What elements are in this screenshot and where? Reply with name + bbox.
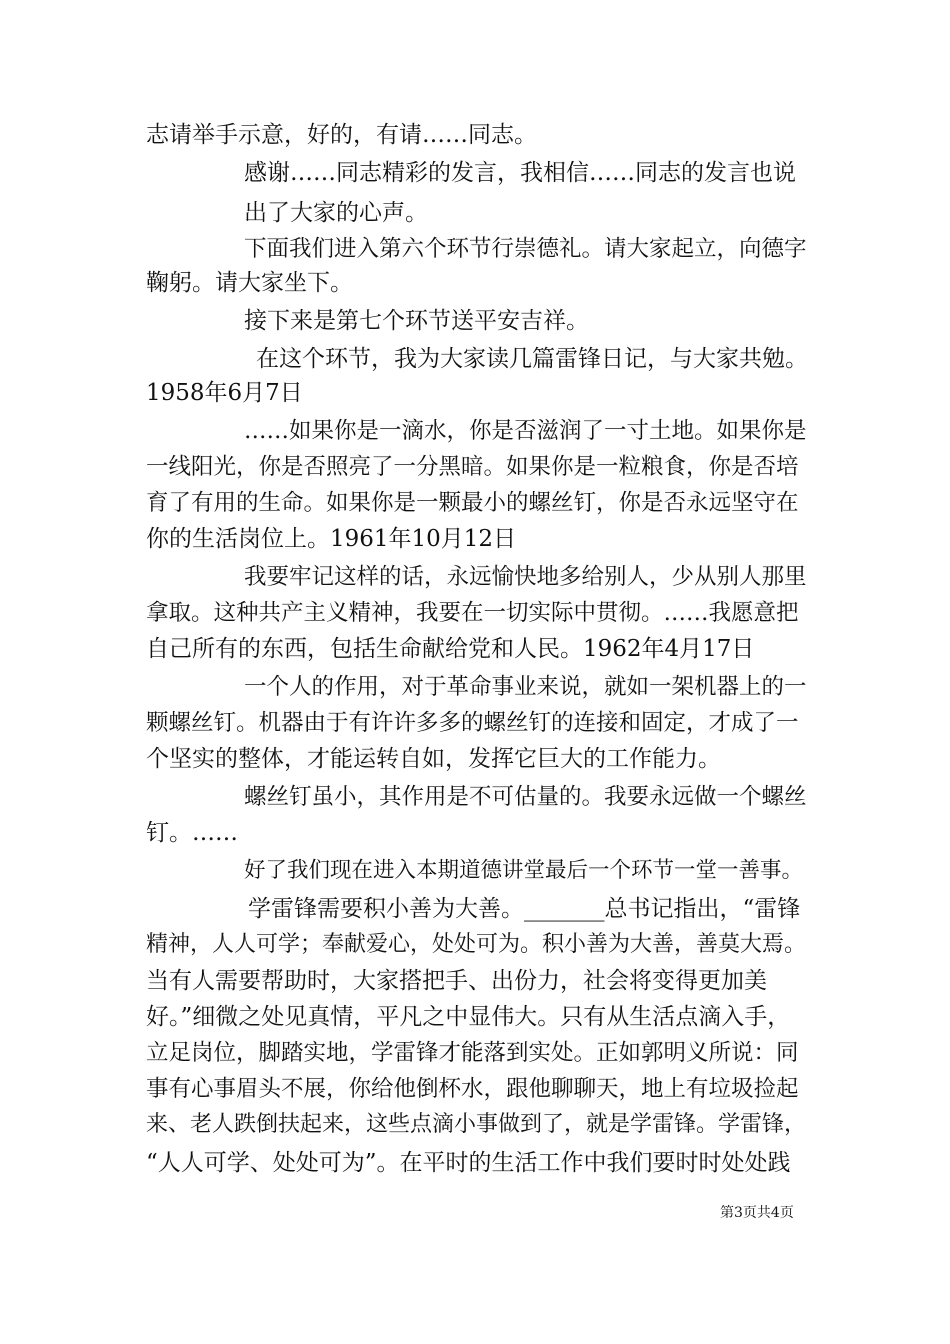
text-line: 好了我们现在进入本期道德讲堂最后一个环节一堂一善事。 xyxy=(244,858,804,883)
text-line: 好。”细微之处见真情，平凡之中显伟大。只有从生活点滴入手， xyxy=(146,1004,791,1030)
text-line: 一线阳光，你是否照亮了一分黑暗。如果你是一粒粮食，你是否培 xyxy=(146,454,799,480)
text-line: 个坚实的整体，才能运转自如，发挥它巨大的工作能力。 xyxy=(146,746,721,772)
text-line: 学雷锋需要积小善为大善。_______总书记指出，“雷锋 xyxy=(248,896,801,922)
text-line: 立足岗位，脚踏实地，学雷锋才能落到实处。正如郭明义所说：同 xyxy=(146,1040,799,1066)
text-line: 育了有用的生命。如果你是一颗最小的螺丝钉，你是否永远坚守在 xyxy=(146,490,799,516)
text-line: 当有人需要帮助时，大家搭把手、出份力，社会将变得更加美 xyxy=(146,968,767,994)
text-line: “人人可学、处处可为”。在平时的生活工作中我们要时时处处践 xyxy=(146,1150,791,1176)
text-line: 钉。…… xyxy=(146,820,238,846)
text-line: 颗螺丝钉。机器由于有许许多多的螺丝钉的连接和固定，才成了一 xyxy=(146,710,799,736)
text-line: 下面我们进入第六个环节行崇德礼。请大家起立，向德字 xyxy=(244,236,807,262)
text-line: 1958年6月7日 xyxy=(146,380,303,406)
text-line: 一个人的作用，对于革命事业来说，就如一架机器上的一 xyxy=(244,674,807,700)
text-line: 接下来是第七个环节送平安吉祥。 xyxy=(244,308,589,334)
text-line: ……如果你是一滴水，你是否滋润了一寸土地。如果你是 xyxy=(244,418,807,444)
text-line: 你的生活岗位上。1961年10月12日 xyxy=(146,526,517,552)
text-line: 来、老人跌倒扶起来，这些点滴小事做到了，就是学雷锋。学雷锋， xyxy=(146,1112,807,1137)
text-line: 螺丝钉虽小，其作用是不可估量的。我要永远做一个螺丝 xyxy=(244,784,807,810)
text-line: 感谢……同志精彩的发言，我相信……同志的发言也说 xyxy=(244,160,796,186)
text-line: 出了大家的心声。 xyxy=(244,200,428,226)
text-line: 事有心事眉头不展，你给他倒杯水，跟他聊聊天，地上有垃圾捡起 xyxy=(146,1076,799,1102)
text-line: 鞠躬。请大家坐下。 xyxy=(146,270,353,296)
text-line: 在这个环节，我为大家读几篇雷锋日记，与大家共勉。 xyxy=(256,346,808,372)
text-line: 精神，人人可学；奉献爱心，处处可为。积小善为大善，善莫大焉。 xyxy=(146,932,807,957)
page-number: 第3页共4页 xyxy=(720,1205,794,1221)
text-line: 拿取。这种共产主义精神，我要在一切实际中贯彻。……我愿意把 xyxy=(146,600,799,626)
text-line: 我要牢记这样的话，永远愉快地多给别人，少从别人那里 xyxy=(244,564,807,590)
text-line: 自己所有的东西，包括生命献给党和人民。1962年4月17日 xyxy=(146,636,755,662)
text-line: 志请举手示意，好的，有请……同志。 xyxy=(146,122,537,148)
